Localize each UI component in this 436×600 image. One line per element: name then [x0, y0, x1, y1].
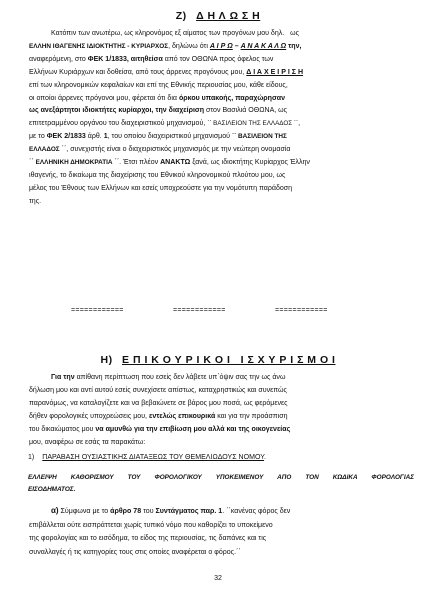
- h-line-2: δήλωση μου και αντί αυτού εσείς συνεχίσετε απίστως, καταχρηστικώς και συνεπώς: [29, 386, 287, 394]
- a-line-2: επιβάλλεται ούτε εισπράττεται χωρίς τυπικό νόμο που καθορίζει το υποκείμενο: [29, 521, 273, 529]
- z-line-9: με το ΦΕΚ 2/1833 άρθ. 1, του οποίου διαχειριστικού μηχανισμού ΄΄ ΒΑΣΙΛΕΙΟΝ ΤΗΣ: [29, 133, 287, 141]
- z-line-10: ΕΛΛΑΔΟΣ ΄΄, συνεχιστής είναι ο διαχειριστικός μηχανισμός με την νεώτερη ονομασία: [29, 146, 291, 154]
- section-h-title: Ε Π Ι Κ Ο Υ Ρ Ι Κ Ο Ι Ι Σ Χ Υ Ρ Ι Σ Μ Ο Ι: [122, 354, 336, 366]
- z-line-4: Ελλήνων Κυριάρχων και δοθείσα, από τους άρρενες προγόνους μου, Δ Ι Α Χ Ε Ι Ρ Ι Σ Η: [29, 68, 304, 76]
- z-line-12: ιθαγενής, το δικαίωμα της διαχείρισης του Εθνικού κληρονομικού πλούτου μου, ως: [29, 171, 286, 179]
- section-z-letter: Ζ): [175, 10, 187, 22]
- h-line-5: του δικαιώματος μου να αμυνθώ για την επιβίωση μου αλλά και της οικογενείας: [29, 425, 291, 433]
- h-line-6: μου, αναφέρω σε εσάς τα παρακάτω:: [29, 438, 146, 446]
- z-line-2: ΕΛΛΗΝ ΙΘΑΓΕΝΗΣ ΙΔΙΟΚΤΗΤΗΣ - ΚΥΡΙΑΡΧΟΣ, δηλώνω ότι Α Ι Ρ Ω – Α Ν Α Κ Α Λ Ω την,: [29, 42, 302, 50]
- section-z-heading: [0, 10, 436, 22]
- separator-1: ============: [71, 307, 124, 314]
- z-line-13: μέλος του Έθνους των Ελλήνων και εσείς υποχρεούστε για την νομότυπη παράδοση: [29, 184, 293, 192]
- a-line-1: α) Σύμφωνα με το άρθρο 78 του Συντάγματος παρ. 1. ΄΄κανένας φόρος δεν: [51, 506, 291, 515]
- separator-2: ============: [173, 307, 226, 314]
- item-1-text: ΠΑΡΑΒΑΣΗ ΟΥΣΙΑΣΤΙΚΗΣ ΔΙΑΤΑΞΕΩΣ ΤΟΥ ΘΕΜΕΛΙΩΔΟΥΣ ΝΟΜΟΥ: [42, 454, 265, 461]
- z-line-14: της.: [29, 197, 42, 205]
- h-line-3: παρανόμως, να καταλογίζετε και να βεβαιώνετε σε βάρος μου ποσά, ως φερόμενες: [29, 399, 288, 407]
- a-line-3: της φορολογίας και το εισόδημα, το είδος της περιουσίας, τις δαπάνες και τις: [29, 535, 267, 542]
- z-line-1: Κατόπιν των ανωτέρω, ως κληρονόμος εξ αίματος των προγόνων μου δηλ. ως: [51, 30, 300, 37]
- item-a-paragraph: [29, 504, 415, 559]
- section-z-paragraph: [29, 28, 415, 209]
- h-line-1: Για την απίθανη περίπτωση που εσείς δεν λάβετε υπ΄όψιν σας την ως άνω: [51, 374, 286, 381]
- h-line-4: δήθεν φορολογικές υποχρεώσεις μου, εντελώς επικουρικά και για την προάσπιση: [29, 412, 288, 420]
- item-1-title: 1) ΠΑΡΑΒΑΣΗ ΟΥΣΙΑΣΤΙΚΗΣ ΔΙΑΤΑΞΕΩΣ ΤΟΥ ΘΕΜΕΛΙΩΔΟΥΣ ΝΟΜΟΥ.: [28, 454, 267, 461]
- item-1-number: 1): [28, 454, 35, 461]
- section-h-heading: [0, 354, 436, 366]
- z-line-6: οι οποίοι άρρενες πρόγονοι μου, φέρεται ότι δια όρκου υπακοής, παραχώρησαν: [29, 94, 286, 102]
- page-number: 32: [214, 575, 222, 582]
- item-1-sub-line-2: ΕΙΣΟΔΗΜΑΤΟΣ.: [28, 486, 76, 493]
- section-h-paragraph: [29, 372, 415, 449]
- separator-3: ============: [275, 307, 328, 314]
- section-h-letter: Η): [100, 354, 113, 366]
- z-line-8: επιτετραμμένου οργάνου του διαχειριστικού μηχανισμού, ΄΄ ΒΑΣΙΛΕΙΟΝ ΤΗΣ ΕΛΛΑΔΟΣ ΄΄,: [29, 120, 301, 128]
- item-1-subtitle: [28, 472, 414, 496]
- z-line-7: ως ανεξάρτητοι ιδιοκτήτες κυρίαρχοι, την διαχείριση στον Βασιλιά ΟΘΩΝΑ, ως: [29, 107, 288, 115]
- section-z-title: Δ Η Λ Ω Σ Η: [196, 10, 261, 22]
- z-line-11: ΄΄ ΕΛΛΗΝΙΚΗ ΔΗΜΟΚΡΑΤΙΑ ΄΄. Έτσι πλέον ΑΝΑΚΤΩ ξανά, ως ιδιοκτήτης Κυρίαρχος Έλλην: [29, 159, 310, 167]
- item-1-sub-line-1: ΕΛΛΕΙΨΗ ΚΑΘΟΡΙΣΜΟΥ ΤΟΥ ΦΟΡΟΛΟΓΙΚΟΥ ΥΠΟΚΕΙΜΕΝΟΥ ΑΠΟ ΤΟΝ ΚΩΔΙΚΑ ΦΟΡΟΛΟΓΙΑΣ: [28, 474, 414, 481]
- z-line-3: αναφερόμενη, στο ΦΕΚ 1/1833, αιτηθείσα από τον ΟΘΩΝΑ προς όφελος των: [29, 55, 274, 63]
- a-line-4: συναλλαγές ή τις κατηγορίες τους στις οποίες αναφέρεται ο φόρος.΄΄: [29, 548, 241, 556]
- z-line-5: επί των κληρονομικών κεφαλαίων και επί της Εθνικής περιουσίας μου, κάθε είδους,: [29, 81, 288, 89]
